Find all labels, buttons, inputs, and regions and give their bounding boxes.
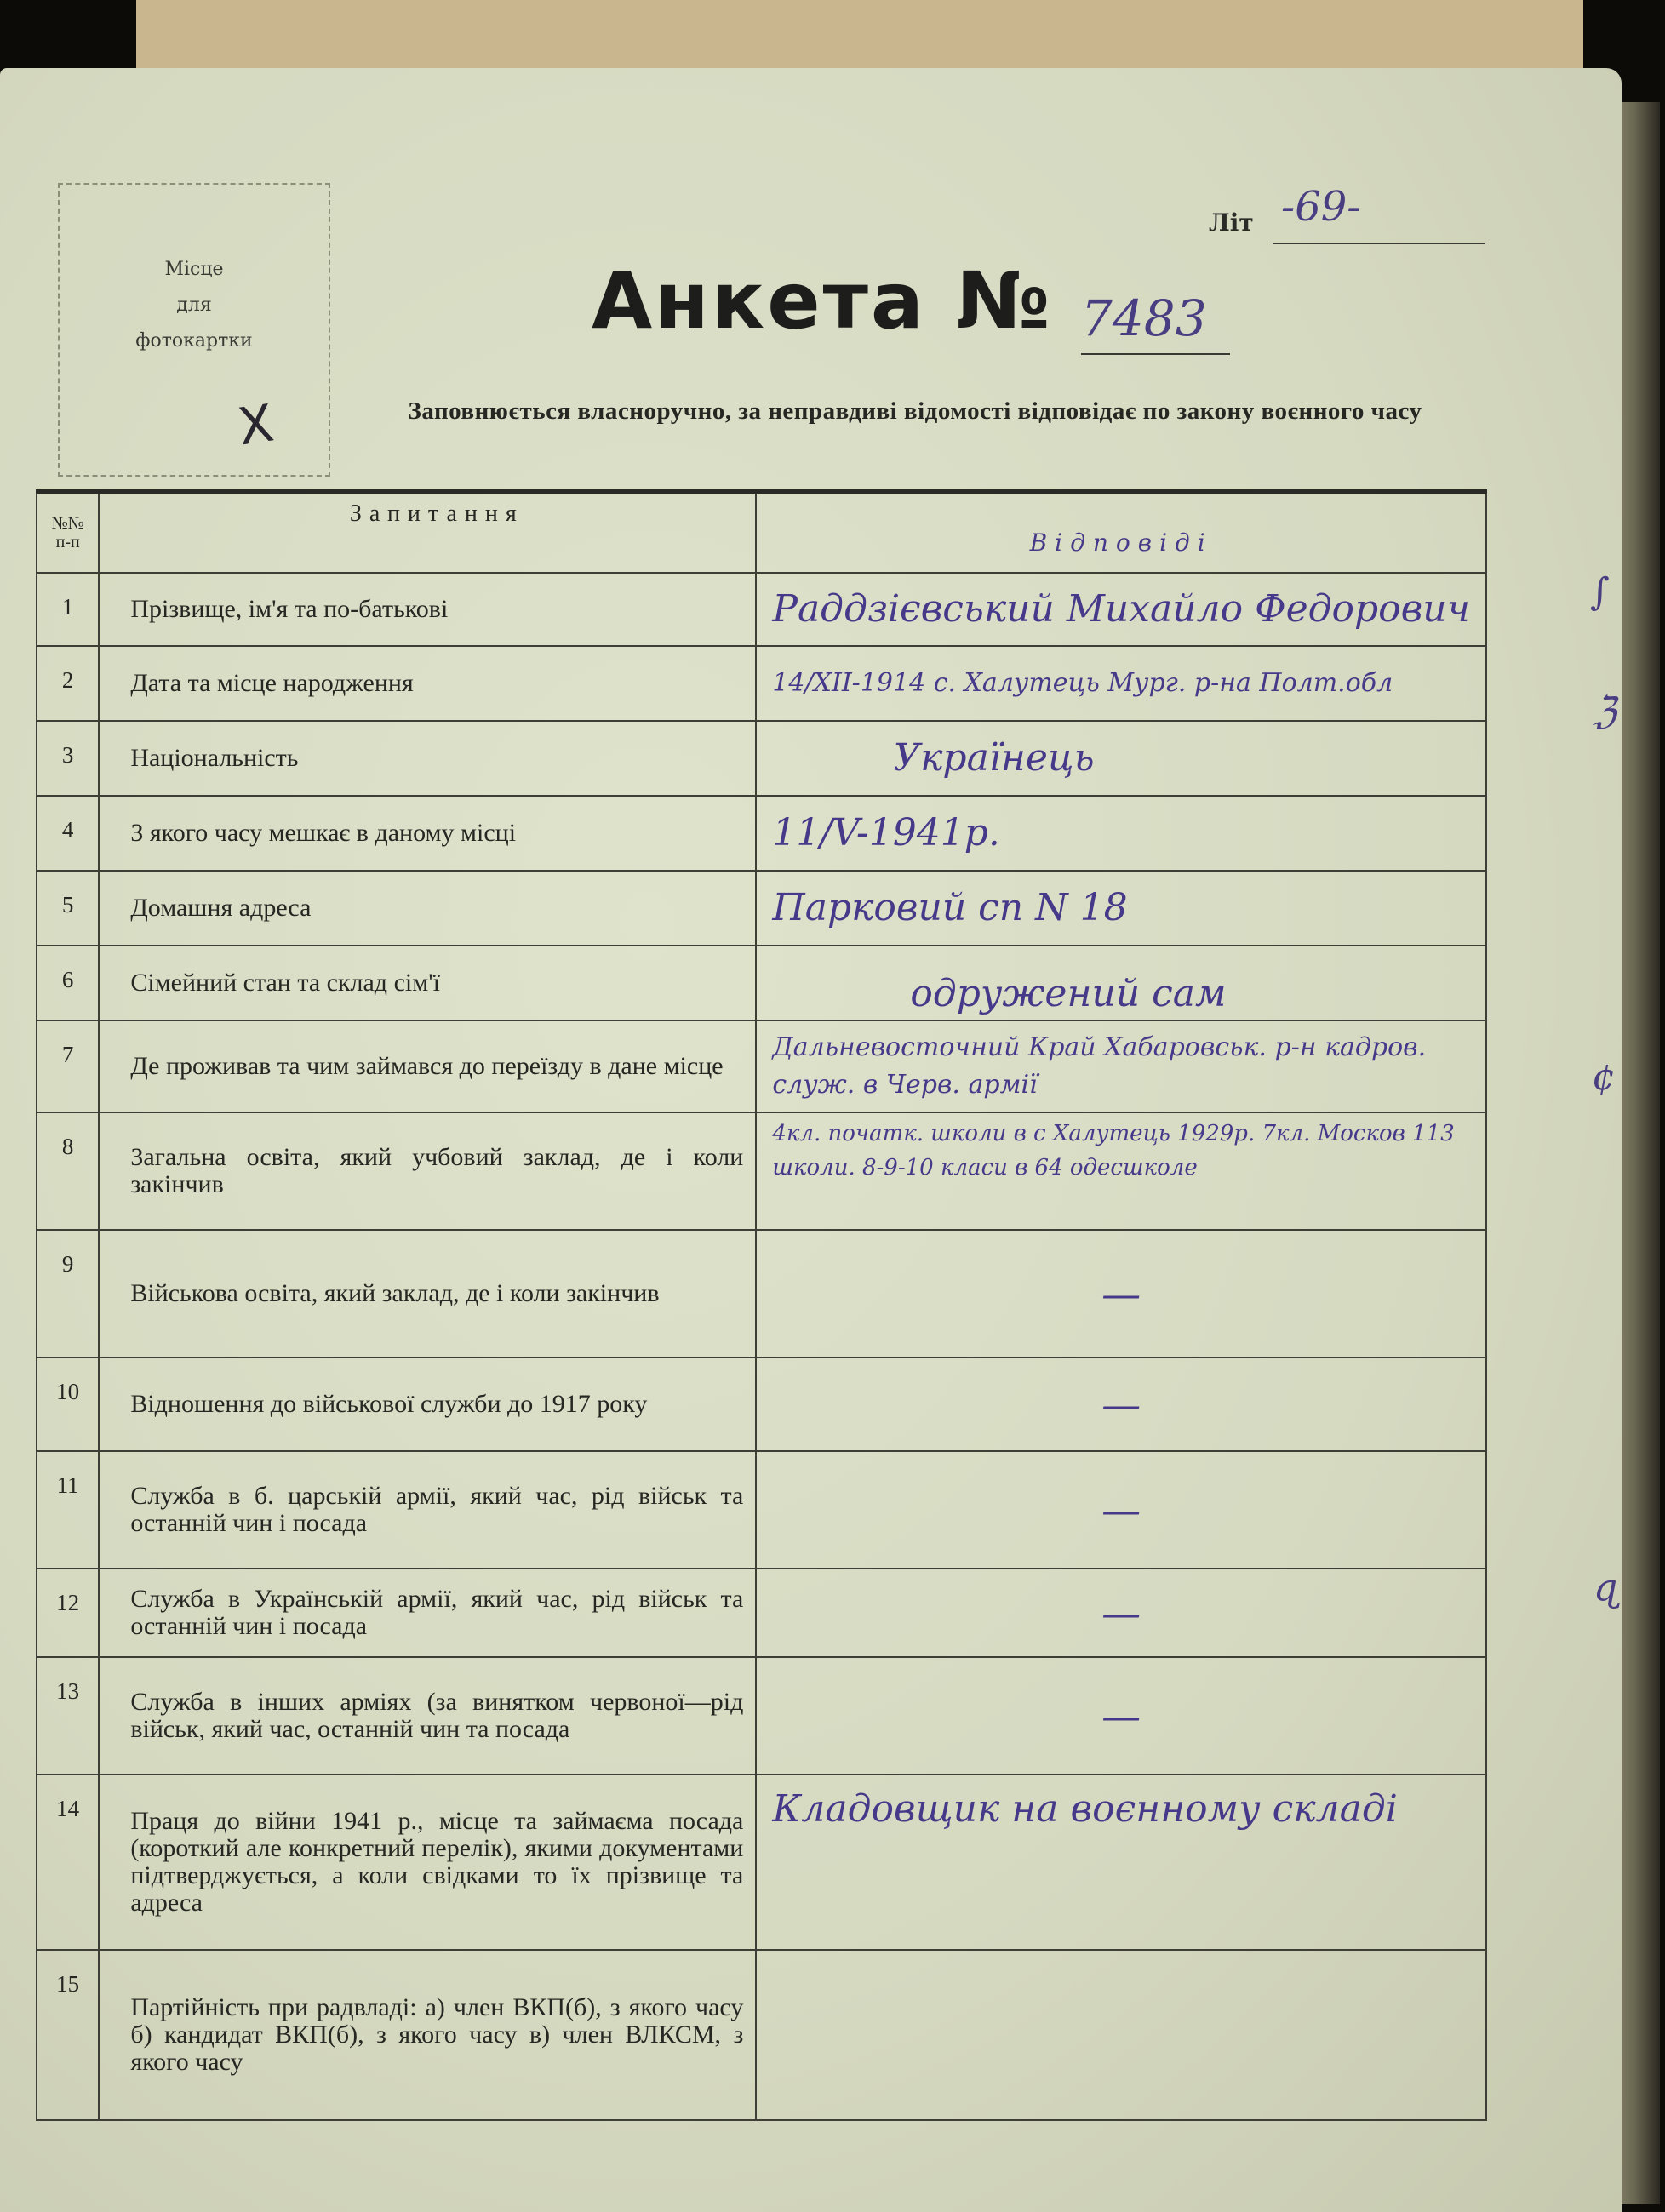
table-row — [37, 1569, 1486, 1657]
row-answer: — — [756, 1657, 1486, 1775]
row-answer: — — [756, 1230, 1486, 1357]
photo-mark: X — [234, 393, 278, 458]
row-num: 7 — [37, 1020, 99, 1112]
row-num: 10 — [37, 1357, 99, 1451]
row-question: Партійність при радвладі: а) член ВКП(б), з якого часу б) кандидат ВКП(б), з якого часу в) член ВЛКСМ, з якого часу — [99, 1950, 756, 2120]
form-number-underline — [1081, 353, 1230, 355]
table-row — [37, 1775, 1486, 1950]
row-answer: — — [756, 1357, 1486, 1451]
table-row — [37, 646, 1486, 721]
row-question: Де проживав та чим займався до переїзду в дане місце — [99, 1020, 756, 1112]
row-answer: Українець — [756, 721, 1486, 796]
table-row — [37, 1950, 1486, 2120]
row-question: З якого часу мешкає в даному місці — [99, 796, 756, 871]
lit-underline — [1273, 243, 1485, 244]
margin-mark: ℨ — [1593, 689, 1617, 733]
row-question: Прізвище, ім'я та по-батькові — [99, 573, 756, 646]
photo-label-1: Місце — [164, 259, 224, 280]
row-question: Національність — [99, 721, 756, 796]
table-row — [37, 1020, 1486, 1112]
row-question: Служба в б. царській армії, який час, рід військ та останній чин і посада — [99, 1451, 756, 1569]
row-answer: 11/V-1941р. — [756, 796, 1486, 871]
row-num: 14 — [37, 1775, 99, 1950]
margin-mark: ɋ — [1593, 1566, 1618, 1609]
row-num: 5 — [37, 871, 99, 946]
row-question: Сімейний стан та склад сім'ї — [99, 946, 756, 1020]
table-row — [37, 1657, 1486, 1775]
row-num: 6 — [37, 946, 99, 1020]
row-question: Праця до війни 1941 р., місце та займаєма посада (короткий але конкретний перелік), якими документами підтверджується, а коли свідками то їх прізвище та адреса — [99, 1775, 756, 1950]
row-answer: — — [756, 1451, 1486, 1569]
row-question: Служба в інших арміях (за винятком червоної—рід військ, який час, останній чин та посада — [99, 1657, 756, 1775]
margin-mark: ∫ — [1590, 570, 1610, 614]
header-question: Запитання — [99, 492, 756, 574]
table-row — [37, 1451, 1486, 1569]
row-answer: Дальневосточний Край Хабаровськ. р-н кадров. служ. в Черв. армії — [756, 1020, 1486, 1112]
row-answer: — — [756, 1569, 1486, 1657]
row-answer: 14/XII-1914 с. Халутець Мург. р-на Полт.обл — [756, 646, 1486, 721]
table-row — [37, 1230, 1486, 1357]
row-question: Домашня адреса — [99, 871, 756, 946]
row-question: Дата та місце народження — [99, 646, 756, 721]
lit-label: Літ — [1209, 209, 1254, 237]
row-num: 8 — [37, 1112, 99, 1230]
photo-label-2: для — [176, 294, 212, 316]
form-number: 7483 — [1081, 289, 1207, 347]
table-row — [37, 796, 1486, 871]
margin-mark: ¢ — [1592, 1055, 1616, 1099]
row-question: Служба в Українській армії, який час, рід військ та останній чин і посада — [99, 1569, 756, 1657]
table-row — [37, 721, 1486, 796]
row-num: 12 — [37, 1569, 99, 1657]
row-num: 15 — [37, 1950, 99, 2120]
row-num: 1 — [37, 573, 99, 646]
row-num: 4 — [37, 796, 99, 871]
photo-placeholder — [58, 183, 330, 477]
row-num: 3 — [37, 721, 99, 796]
table-row — [37, 1112, 1486, 1230]
table-row — [37, 946, 1486, 1020]
row-num: 13 — [37, 1657, 99, 1775]
form-subtitle: Заповнюється власноручно, за неправдиві відомості відповідає по закону воєнного часу — [408, 397, 1422, 425]
row-answer: одружений сам — [756, 946, 1486, 1020]
table-row — [37, 871, 1486, 946]
row-num: 2 — [37, 646, 99, 721]
header-answer: Відповіді — [756, 492, 1486, 574]
row-question: Відношення до військової служби до 1917 року — [99, 1357, 756, 1451]
photo-label-3: фотокартки — [135, 330, 253, 352]
table-header-row — [37, 492, 1486, 574]
questionnaire-table — [36, 489, 1487, 2121]
row-answer: Парковий сп N 18 — [756, 871, 1486, 946]
table-row — [37, 573, 1486, 646]
row-question: Загальна освіта, який учбовий заклад, де і коли закінчив — [99, 1112, 756, 1230]
row-answer: 4кл. початк. школи в с Халутець 1929р. 7кл. Москов 113 школи. 8-9-10 класи в 64 одесшколе — [756, 1112, 1486, 1230]
form-title: Анкета № — [592, 255, 1053, 346]
row-num: 9 — [37, 1230, 99, 1357]
row-answer: Кладовщик на воєнному складі — [756, 1775, 1486, 1950]
table-row — [37, 1357, 1486, 1451]
row-question: Військова освіта, який заклад, де і коли закінчив — [99, 1230, 756, 1357]
lit-value: -69- — [1281, 183, 1361, 231]
row-num: 11 — [37, 1451, 99, 1569]
row-answer: Раддзієвський Михайло Федорович — [756, 573, 1486, 646]
header-num: №№ п-п — [37, 492, 99, 574]
row-answer — [756, 1950, 1486, 2120]
